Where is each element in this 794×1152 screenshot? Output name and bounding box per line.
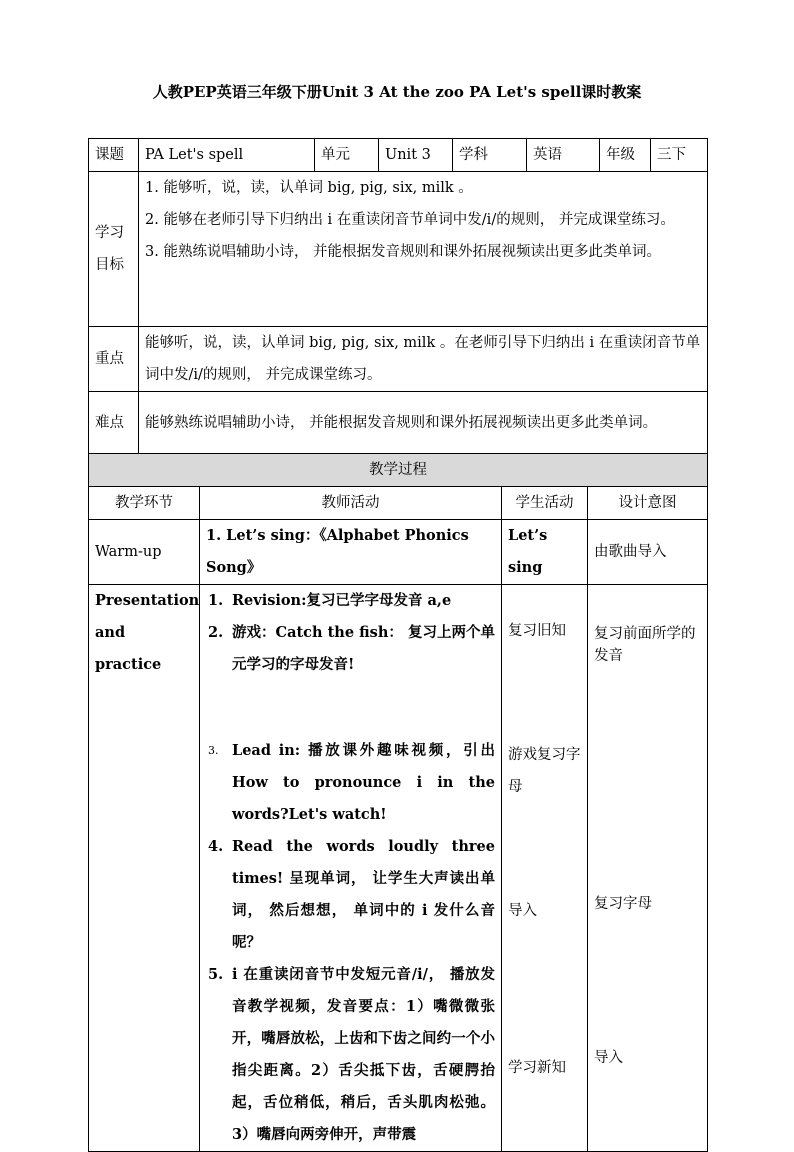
objective-item: 1. 能够听，说，读，认单词 big, pig, six, milk 。 bbox=[145, 180, 473, 196]
objectives-content bbox=[139, 172, 708, 327]
subject-value: 英语 bbox=[527, 139, 600, 172]
key-points-text: 能够听，说，读，认单词 big, pig, six, milk 。在老师引导下归纳出 i 在重读闭音节单词中发/i/的规则， 并完成课堂练习。 bbox=[139, 327, 708, 392]
warmup-student: Let’s sing bbox=[502, 520, 588, 585]
student-item: 导入 bbox=[508, 903, 537, 919]
warmup-intent: 由歌曲导入 bbox=[588, 520, 708, 585]
student-item: 学习新知 bbox=[508, 1060, 566, 1076]
objectives-label bbox=[89, 172, 139, 327]
key-points-label: 重点 bbox=[89, 327, 139, 392]
presentation-stage-line2: and practice bbox=[95, 624, 162, 673]
teacher-item: 3. Lead in: 播放课外趣味视频，引出 How to pronounce i in the words?Let's watch! bbox=[208, 742, 495, 823]
objectives-label-line2: 目标 bbox=[95, 257, 124, 273]
column-header-stage: 教学环节 bbox=[89, 487, 200, 520]
teacher-item: 5. i 在重读闭音节中发短元音/i/， 播放发音教学视频，发音要点：1）嘴微微张开，嘴唇放松，上齿和下齿之间约一个小指尖距离。2）舌尖抵下齿，舌硬腭抬起，舌位稍低，稍后，舌头肌肉松弛。3）嘴唇向两旁伸开，声带震 bbox=[208, 966, 495, 1143]
column-header-intent: 设计意图 bbox=[588, 487, 708, 520]
topic-value: PA Let's spell bbox=[139, 139, 315, 172]
warmup-teacher: 1. Let’s sing：《Alphabet Phonics Song》 bbox=[200, 520, 502, 585]
objective-item: 2. 能够在老师引导下归纳出 i 在重读闭音节单词中发/i/的规则， 并完成课堂练习。 bbox=[145, 212, 675, 228]
unit-value: Unit 3 bbox=[379, 139, 453, 172]
spacer bbox=[206, 681, 495, 735]
process-header: 教学过程 bbox=[89, 454, 708, 487]
teacher-item: 2. 游戏：Catch the fish： 复习上两个单元学习的字母发音! bbox=[208, 624, 495, 673]
document-title: 人教PEP英语三年级下册Unit 3 At the zoo PA Let's spell课时教案 bbox=[152, 83, 642, 101]
column-header-student: 学生活动 bbox=[502, 487, 588, 520]
grade-label: 年级 bbox=[600, 139, 651, 172]
student-item: 游戏复习字母 bbox=[508, 747, 581, 795]
difficulties-label: 难点 bbox=[89, 392, 139, 455]
teaching-process-table bbox=[88, 453, 708, 1152]
intent-item: 复习前面所学的发音 bbox=[594, 626, 696, 664]
teacher-item: 1. Revision:复习已学字母发音 a,e bbox=[208, 592, 452, 609]
objective-item: 3. 能熟练说唱辅助小诗， 并能根据发音规则和课外拓展视频读出更多此类单词。 bbox=[145, 244, 662, 260]
presentation-stage bbox=[89, 585, 200, 1152]
unit-label: 单元 bbox=[315, 139, 379, 172]
warmup-stage: Warm-up bbox=[89, 520, 200, 585]
intent-item: 复习字母 bbox=[594, 896, 652, 912]
difficulties-text: 能够熟练说唱辅助小诗， 并能根据发音规则和课外拓展视频读出更多此类单词。 bbox=[139, 392, 708, 455]
student-item: 复习旧知 bbox=[508, 623, 566, 639]
teacher-item: 4. Read the words loudly three times! 呈现单词， 让学生大声读出单词， 然后想想， 单词中的 i 发什么音呢？ bbox=[208, 838, 495, 951]
presentation-teacher bbox=[200, 585, 502, 1152]
presentation-student bbox=[502, 585, 588, 1152]
objectives-label-line1: 学习 bbox=[95, 225, 124, 241]
lesson-info-table bbox=[88, 138, 708, 455]
subject-label: 学科 bbox=[453, 139, 527, 172]
topic-label: 课题 bbox=[89, 139, 139, 172]
presentation-intent bbox=[588, 585, 708, 1152]
grade-value: 三下 bbox=[651, 139, 708, 172]
column-header-teacher: 教师活动 bbox=[200, 487, 502, 520]
intent-item: 导入 bbox=[594, 1050, 623, 1066]
presentation-stage-line1: Presentation bbox=[95, 592, 200, 609]
